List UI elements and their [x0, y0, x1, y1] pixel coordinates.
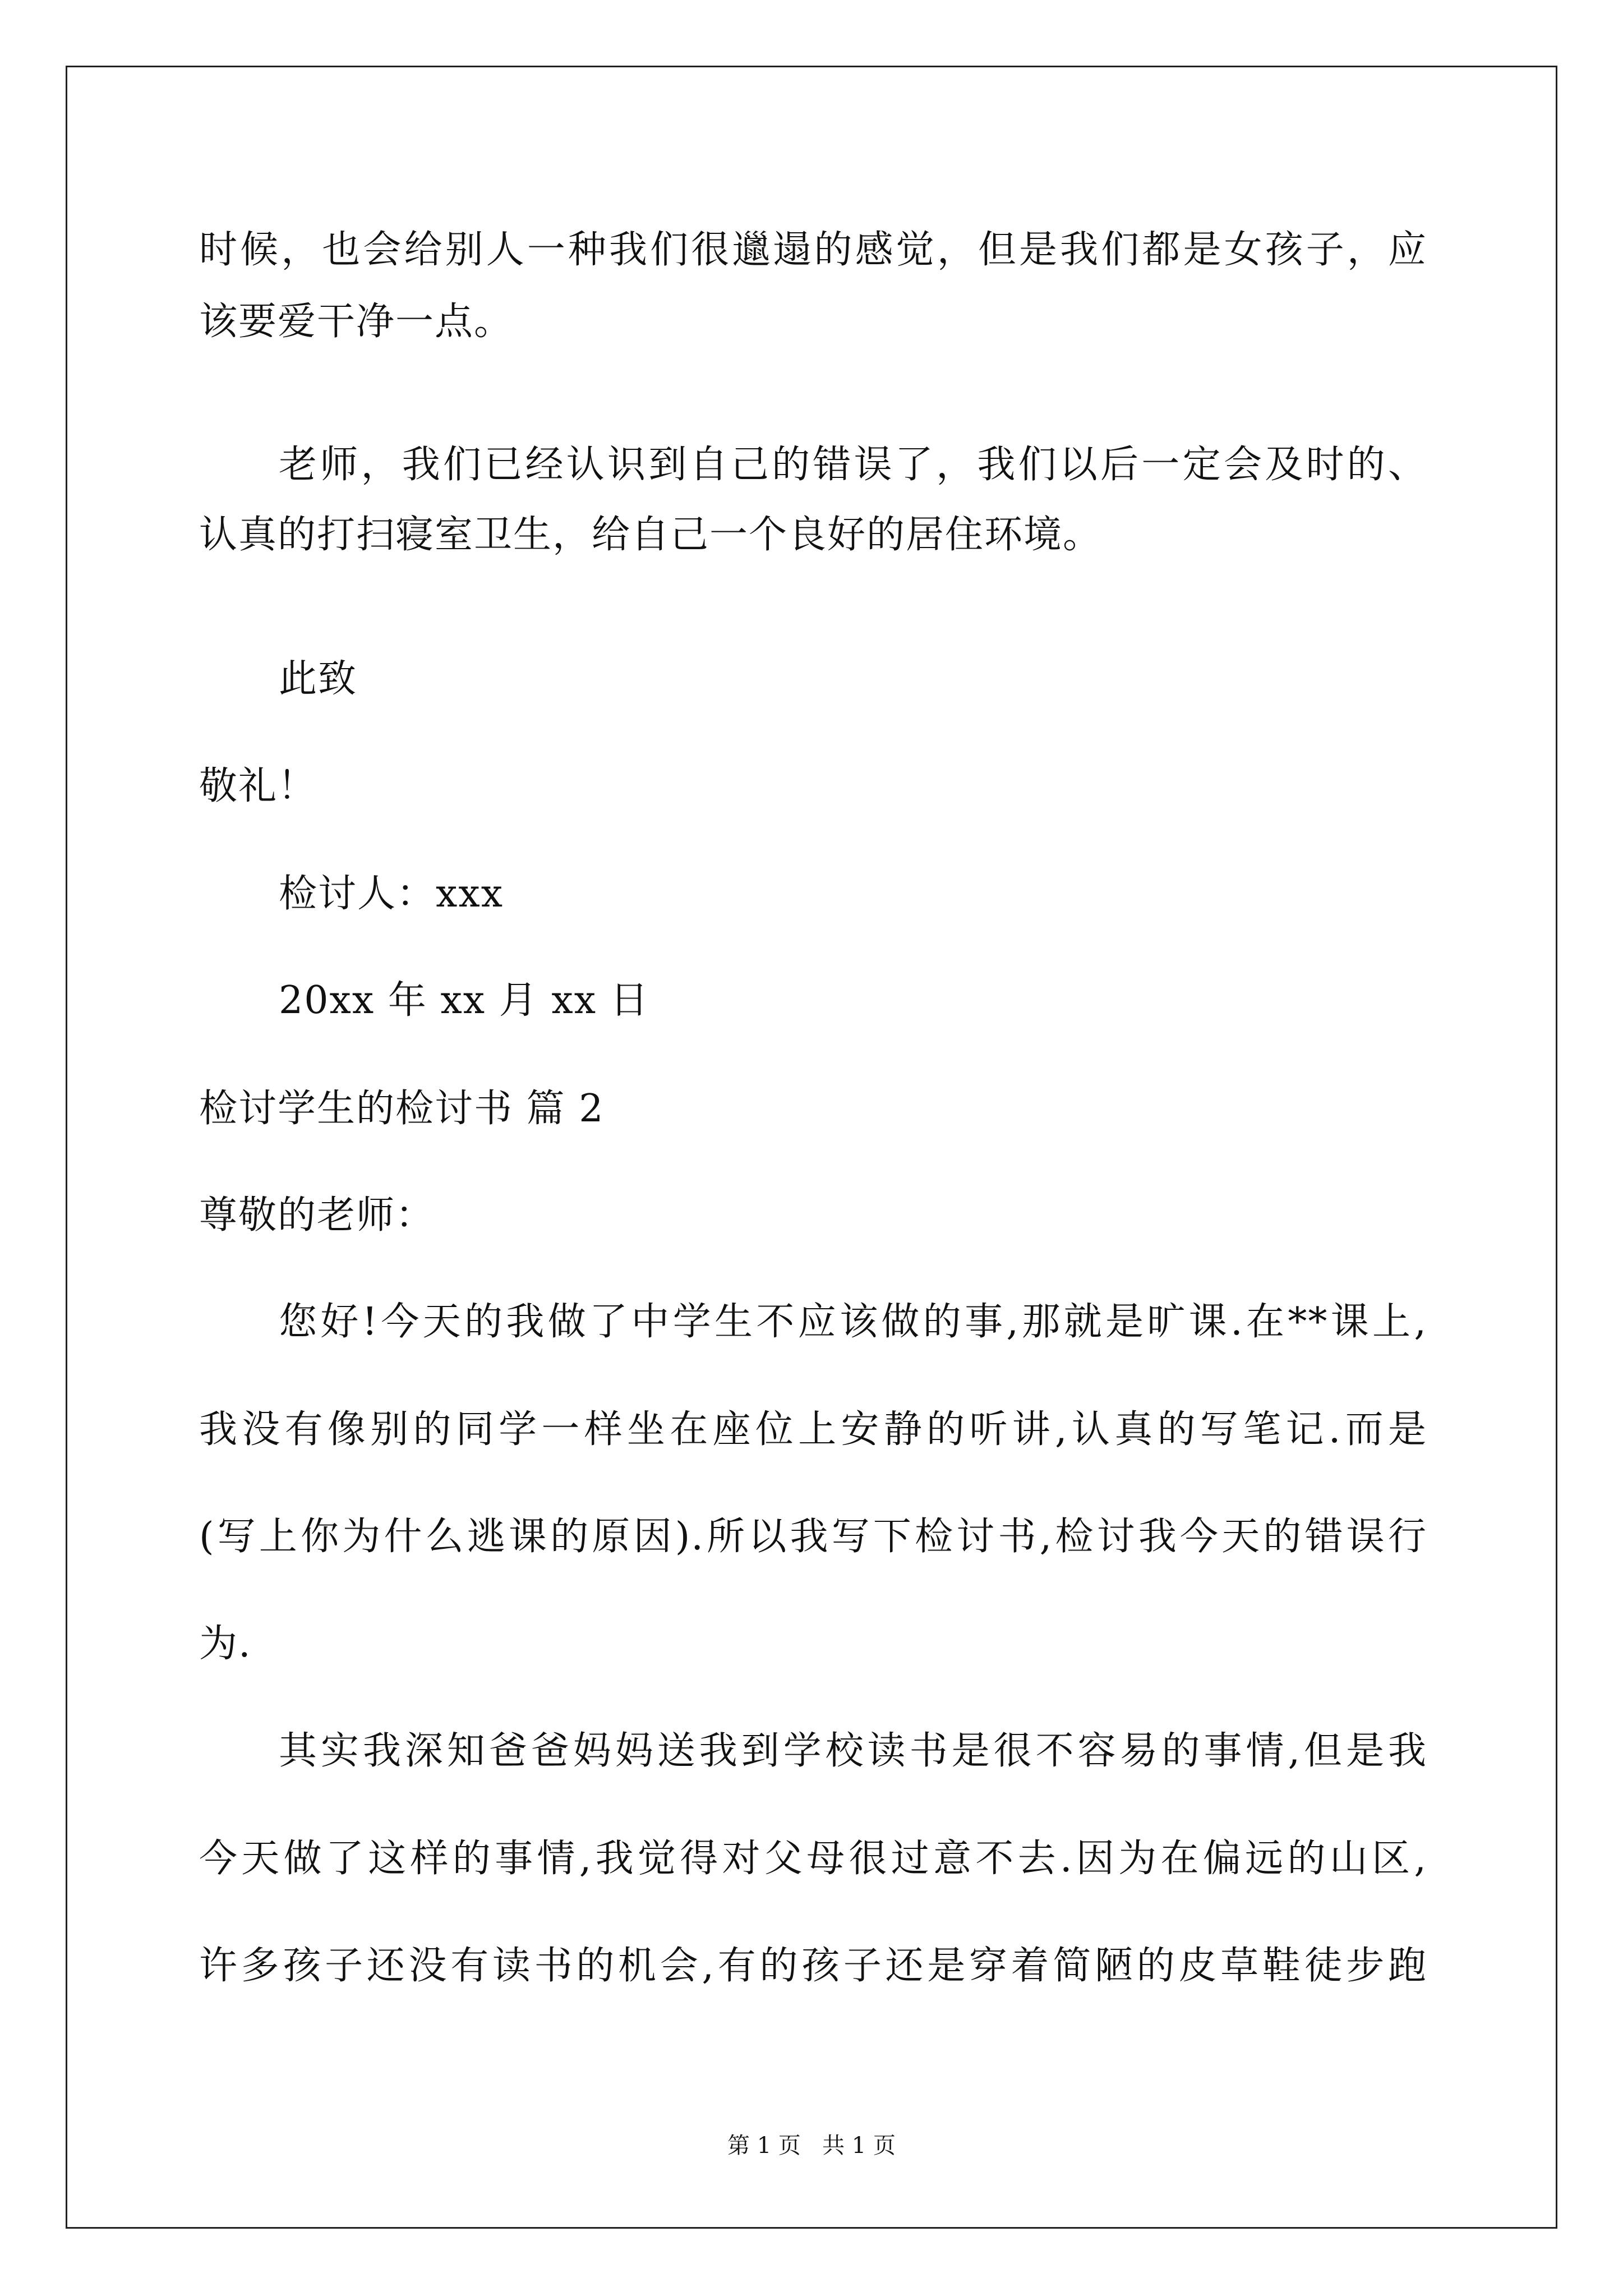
- page-border: [66, 66, 1557, 2229]
- body-text-line: 该要爱干净一点。: [199, 300, 514, 344]
- date-line: 20xx 年 xx 月 xx 日: [279, 978, 649, 1023]
- body-text-line: 为.: [199, 1622, 252, 1666]
- closing-respect: 敬礼！: [199, 764, 317, 808]
- body-text-line: (写上你为什么逃课的原因).所以我写下检讨书,检讨我今天的错误行: [199, 1515, 1427, 1559]
- body-text-line: 时候，也会给别人一种我们很邋遢的感觉，但是我们都是女孩子，应: [199, 228, 1427, 272]
- body-text-line: 认真的打扫寝室卫生，给自己一个良好的居住环境。: [199, 513, 1103, 557]
- page-number-footer: 第 1 页 共 1 页: [727, 2133, 896, 2159]
- body-text-line: 您好!今天的我做了中学生不应该做的事,那就是旷课.在**课上,: [279, 1300, 1427, 1344]
- body-text-line: 今天做了这样的事情,我觉得对父母很过意不去.因为在偏远的山区,: [199, 1837, 1427, 1881]
- closing-salutation: 此致: [279, 657, 358, 701]
- letter-greeting: 尊敬的老师：: [199, 1193, 435, 1237]
- body-text-line: 老师，我们已经认识到自己的错误了，我们以后一定会及时的、: [279, 443, 1427, 487]
- signature-line: 检讨人：xxx: [279, 872, 504, 916]
- body-text-line: 其实我深知爸爸妈妈送我到学校读书是很不容易的事情,但是我: [279, 1729, 1427, 1773]
- body-text-line: 我没有像别的同学一样坐在座位上安静的听讲,认真的写笔记.而是: [199, 1407, 1427, 1452]
- body-text-line: 许多孩子还没有读书的机会,有的孩子还是穿着简陋的皮草鞋徒步跑: [199, 1944, 1427, 1988]
- section-title: 检讨学生的检讨书 篇 2: [199, 1087, 605, 1131]
